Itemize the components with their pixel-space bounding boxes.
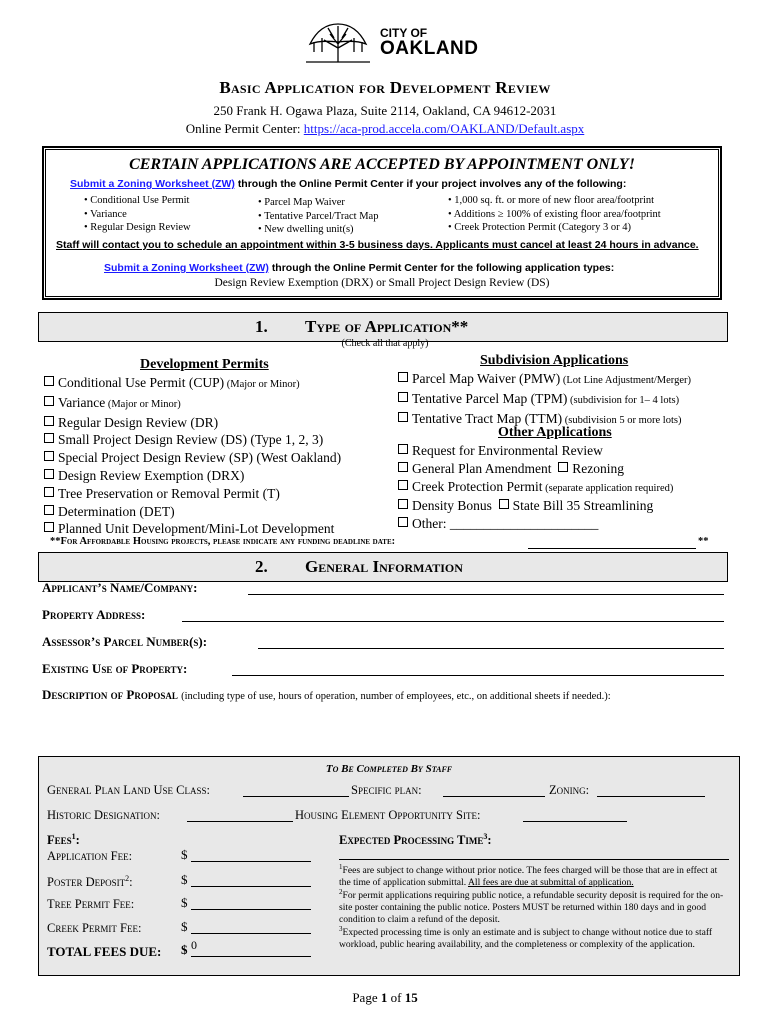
notice-line-1 xyxy=(70,178,626,190)
option-sub: (Lot Line Adjustment/Merger) xyxy=(560,375,691,386)
footnote-2-text: For permit applications requiring public notice, a refundable security deposit is required for the on-site poster containing the public notice. Posters MUST be returned within 180 days and in good condition to claim a refund of the deposit. xyxy=(339,890,724,926)
option-label: Request for Environmental Review xyxy=(412,443,603,458)
checkbox-icon[interactable] xyxy=(398,372,408,382)
city-logo xyxy=(300,22,490,64)
poster-deposit-text: Poster Deposit xyxy=(47,875,126,890)
checkbox-icon[interactable] xyxy=(398,392,408,402)
of-label: of xyxy=(390,990,402,1005)
checkbox-icon[interactable] xyxy=(398,499,408,509)
housing-site-label: Housing Element Opportunity Site: xyxy=(295,808,481,822)
section-title: General Information xyxy=(305,557,463,576)
section-title: Type of Application** xyxy=(305,317,469,336)
list-item: • Tentative Parcel/Tract Map xyxy=(258,210,379,222)
option-label: Creek Protection Permit xyxy=(412,478,543,494)
list-item: • Additions ≥ 100% of existing floor area/footprint xyxy=(448,208,661,220)
other-applications-header: Other Applications xyxy=(498,425,612,440)
page-number: 1 xyxy=(380,990,388,1005)
online-permit-center xyxy=(0,121,770,137)
historic-label: Historic Designation: xyxy=(47,808,160,822)
checkbox-icon[interactable] xyxy=(44,433,54,443)
option-label: Regular Design Review (DR) xyxy=(58,414,219,430)
checkbox-dr[interactable] xyxy=(44,414,341,432)
option-sub: (Major or Minor) xyxy=(105,398,181,410)
checkbox-ds[interactable] xyxy=(44,431,341,449)
option-sub: (subdivision for 1– 4 lots) xyxy=(567,394,680,406)
checkbox-det[interactable] xyxy=(44,503,341,521)
checkbox-icon[interactable] xyxy=(44,376,54,386)
poster-deposit-sup: 2 xyxy=(125,874,130,883)
zoning-worksheet-link-2[interactable]: Submit a Zoning Worksheet (ZW) xyxy=(104,262,269,274)
property-address-field[interactable] xyxy=(182,621,724,622)
section-number: 2. xyxy=(255,557,268,576)
list-item: • Regular Design Review xyxy=(84,222,191,233)
option-label: Small Project Design Review (DS) (Type 1, 2, 3) xyxy=(58,432,324,448)
checkbox-creek[interactable] xyxy=(398,478,673,498)
description-hint: (including type of use, hours of operation, number of employees, etc., on additional sheets if needed.): xyxy=(181,691,611,702)
checkbox-sb35-icon[interactable] xyxy=(499,499,509,509)
notice-line-1-text: through the Online Permit Center if your project involves any of the following: xyxy=(237,178,627,190)
dollar-sign: $ xyxy=(181,895,188,910)
application-fee-field[interactable] xyxy=(191,861,311,862)
option-sub: (separate application required) xyxy=(542,482,674,494)
gp-class-field[interactable] xyxy=(243,796,349,797)
section-2-header xyxy=(38,552,728,582)
online-label: Online Permit Center: xyxy=(185,121,301,136)
development-permits-list xyxy=(44,374,341,538)
checkbox-icon[interactable] xyxy=(44,522,54,532)
funding-deadline-field[interactable] xyxy=(528,548,696,549)
checkbox-icon[interactable] xyxy=(398,412,408,422)
option-sub: (subdivision 5 or more lots) xyxy=(562,414,682,426)
checkbox-icon[interactable] xyxy=(398,462,408,472)
checkbox-tpm[interactable] xyxy=(398,390,691,410)
checkbox-icon[interactable] xyxy=(44,487,54,497)
affordable-housing-note: **For Affordable Housing projects, please indicate any funding deadline date: xyxy=(50,536,396,547)
staff-heading: To Be Completed By Staff xyxy=(325,763,453,775)
existing-use-label: Existing Use of Property: xyxy=(42,661,188,676)
page-label: Page xyxy=(352,990,378,1005)
fees-label: Fees xyxy=(47,833,72,848)
dollar-sign: $ xyxy=(181,872,188,887)
dollar-sign: $ xyxy=(181,847,188,862)
total-fees-field[interactable] xyxy=(191,956,311,957)
applicant-name-field[interactable] xyxy=(248,594,724,595)
subdivision-list xyxy=(398,370,691,429)
tree-permit-fee-label: Tree Permit Fee: xyxy=(47,897,135,911)
checkbox-icon[interactable] xyxy=(44,451,54,461)
option-label: Conditional Use Permit (CUP) xyxy=(58,375,225,390)
option-label: Tentative Tract Map (TTM) xyxy=(412,410,563,426)
option-label: State Bill 35 Streamlining xyxy=(512,498,654,514)
checkbox-icon[interactable] xyxy=(44,469,54,479)
appointment-notice-box xyxy=(42,146,722,300)
staff-contact-note: Staff will contact you to schedule an appointment within 3-5 business days. Applicants must cancel at least 24 hours in advance. xyxy=(56,239,699,251)
footnote-1: $^1$Fees are subject to change without prior notice. The fees charged will be those that are in effect at the time of application submittal. All fees are due at submittal of application. xyxy=(339,863,718,889)
checkbox-icon[interactable] xyxy=(44,416,54,426)
checkbox-other[interactable] xyxy=(398,515,673,533)
applicant-name-label: Applicant’s Name/Company: xyxy=(42,580,198,595)
property-address-label: Property Address: xyxy=(42,607,146,622)
notice-line-2 xyxy=(104,262,614,274)
checkbox-drx[interactable] xyxy=(44,467,341,485)
staff-section xyxy=(38,756,740,976)
footnote-1-emphasis: All fees are due at submittal of application. xyxy=(467,877,634,889)
checkbox-icon[interactable] xyxy=(398,480,408,490)
notice-heading: CERTAIN APPLICATIONS ARE ACCEPTED BY APPOINTMENT ONLY! xyxy=(129,156,635,173)
checkbox-icon[interactable] xyxy=(398,444,408,454)
checkbox-density-bonus[interactable] xyxy=(398,497,673,515)
checkbox-rezoning-icon[interactable] xyxy=(558,462,568,472)
checkbox-environmental[interactable] xyxy=(398,442,673,460)
list-item: • Creek Protection Permit (Category 3 or 4) xyxy=(448,222,632,233)
oak-tree-icon xyxy=(300,22,376,64)
affordable-note-end: ** xyxy=(698,536,709,547)
processing-label: Expected Processing Time xyxy=(339,833,484,848)
list-item: • Variance xyxy=(84,208,127,220)
option-label: Planned Unit Development/Mini-Lot Development xyxy=(58,521,335,537)
poster-deposit-field[interactable] xyxy=(191,886,311,887)
gp-class-label: General Plan Land Use Class: xyxy=(47,783,210,797)
other-applications-list xyxy=(398,442,673,533)
poster-deposit-label: Poster Deposit$^2$: xyxy=(47,874,133,890)
option-label: Tentative Parcel Map (TPM) xyxy=(412,390,568,406)
total-fees-value: 0 xyxy=(191,938,197,952)
notice-line-2-text: through the Online Permit Center for the following application types: xyxy=(271,262,615,274)
zoning-field[interactable] xyxy=(597,796,705,797)
online-permit-link[interactable]: https://aca-prod.accela.com/OAKLAND/Default.aspx xyxy=(303,121,585,136)
list-item: • Conditional Use Permit xyxy=(84,195,190,206)
parcel-number-label: Assessor’s Parcel Number(s): xyxy=(42,634,208,649)
option-label: Variance xyxy=(58,394,106,410)
creek-permit-fee-field[interactable] xyxy=(191,933,311,934)
option-label: Other: ______________________ xyxy=(412,516,599,532)
processing-label-row: Expected Processing Time$^3$: xyxy=(339,832,492,848)
notice-list-col-3 xyxy=(448,194,661,235)
option-label: Parcel Map Waiver (PMW) xyxy=(412,371,561,386)
description-field[interactable] xyxy=(42,704,726,752)
footnote-3: $^3$Expected processing time is only an estimate and is subject to change without notice due to staff workload, public hearing availability, and the completeness or complexity of the application. xyxy=(339,925,713,951)
zoning-worksheet-link[interactable]: Submit a Zoning Worksheet (ZW) xyxy=(70,178,235,190)
checkbox-tree[interactable] xyxy=(44,485,341,503)
checkbox-icon[interactable] xyxy=(398,517,408,527)
tree-permit-fee-field[interactable] xyxy=(191,909,311,910)
checkbox-cup[interactable] xyxy=(44,374,341,394)
page-title: Basic Application for Development Review xyxy=(219,78,551,97)
footnote-3-text: Expected processing time is only an estimate and is subject to change without notice due to staff workload, public hearing availability, and the completeness or complexity of the application. xyxy=(339,927,713,951)
office-address: 250 Frank H. Ogawa Plaza, Suite 2114, Oakland, CA 94612-2031 xyxy=(213,103,557,118)
dollar-sign: $ xyxy=(181,942,188,957)
list-item: • Parcel Map Waiver xyxy=(258,197,345,208)
option-label: Determination (DET) xyxy=(58,503,175,519)
option-label: Design Review Exemption (DRX) xyxy=(58,467,245,483)
processing-time-field[interactable] xyxy=(339,859,729,860)
fees-label-row: Fees$^1$: xyxy=(47,832,80,848)
page-footer xyxy=(0,990,770,1006)
list-item: • New dwelling unit(s) xyxy=(258,224,354,235)
checkbox-icon[interactable] xyxy=(44,396,54,406)
checkbox-icon[interactable] xyxy=(44,505,54,515)
description-label-row xyxy=(42,687,611,703)
development-permits-header: Development Permits xyxy=(140,357,269,372)
footnote-1-text: Fees are subject to change without prior notice. The fees charged will be those that are in effect at the time of application submittal. xyxy=(339,865,718,889)
page-total: 15 xyxy=(404,990,418,1005)
footnote-2: $^2$For permit applications requiring public notice, a refundable security deposit is required for the on-site poster containing the public notice. Posters MUST be returned within 180 days and in good condition to claim a refund of the deposit. xyxy=(339,888,724,926)
specific-plan-field[interactable] xyxy=(443,796,545,797)
list-item: • 1,000 sq. ft. or more of new floor area/footprint xyxy=(448,195,655,206)
option-label: Tree Preservation or Removal Permit (T) xyxy=(58,485,280,501)
option-label: Density Bonus xyxy=(412,498,492,514)
existing-use-field[interactable] xyxy=(232,675,724,676)
notice-list-col-2 xyxy=(258,196,378,237)
subdivision-applications-header: Subdivision Applications xyxy=(480,353,629,368)
zoning-label: Zoning: xyxy=(549,783,590,797)
checkbox-variance[interactable] xyxy=(44,394,341,414)
parcel-number-field[interactable] xyxy=(258,648,724,649)
dollar-sign: $ xyxy=(181,919,188,934)
application-fee-label: Application Fee: xyxy=(47,849,133,863)
section-number: 1. xyxy=(255,317,268,336)
specific-plan-label: Specific plan: xyxy=(351,783,422,797)
notice-list-col-1 xyxy=(84,194,191,235)
logo-city-text: CITY OF xyxy=(380,26,428,40)
notice-line-3: Design Review Exemption (DRX) or Small Project Design Review (DS) xyxy=(214,277,550,289)
total-fees-label: TOTAL FEES DUE: xyxy=(47,944,162,959)
option-label: Special Project Design Review (SP) (West Oakland) xyxy=(58,450,342,466)
option-label: Rezoning xyxy=(572,460,624,476)
historic-field[interactable] xyxy=(187,821,293,822)
check-note: (Check all that apply) xyxy=(341,338,429,349)
processing-sup: 3 xyxy=(483,832,488,841)
fees-sup: 1 xyxy=(71,832,76,841)
checkbox-pmw[interactable] xyxy=(398,370,691,390)
logo-oakland-text: OAKLAND xyxy=(380,38,479,59)
checkbox-gpa[interactable] xyxy=(398,460,673,478)
creek-permit-fee-label: Creek Permit Fee: xyxy=(47,921,142,935)
option-sub: (Major or Minor) xyxy=(224,379,300,390)
description-label: Description of Proposal xyxy=(42,687,178,702)
housing-site-field[interactable] xyxy=(523,821,627,822)
checkbox-sp[interactable] xyxy=(44,449,341,467)
option-label: General Plan Amendment xyxy=(412,460,552,476)
